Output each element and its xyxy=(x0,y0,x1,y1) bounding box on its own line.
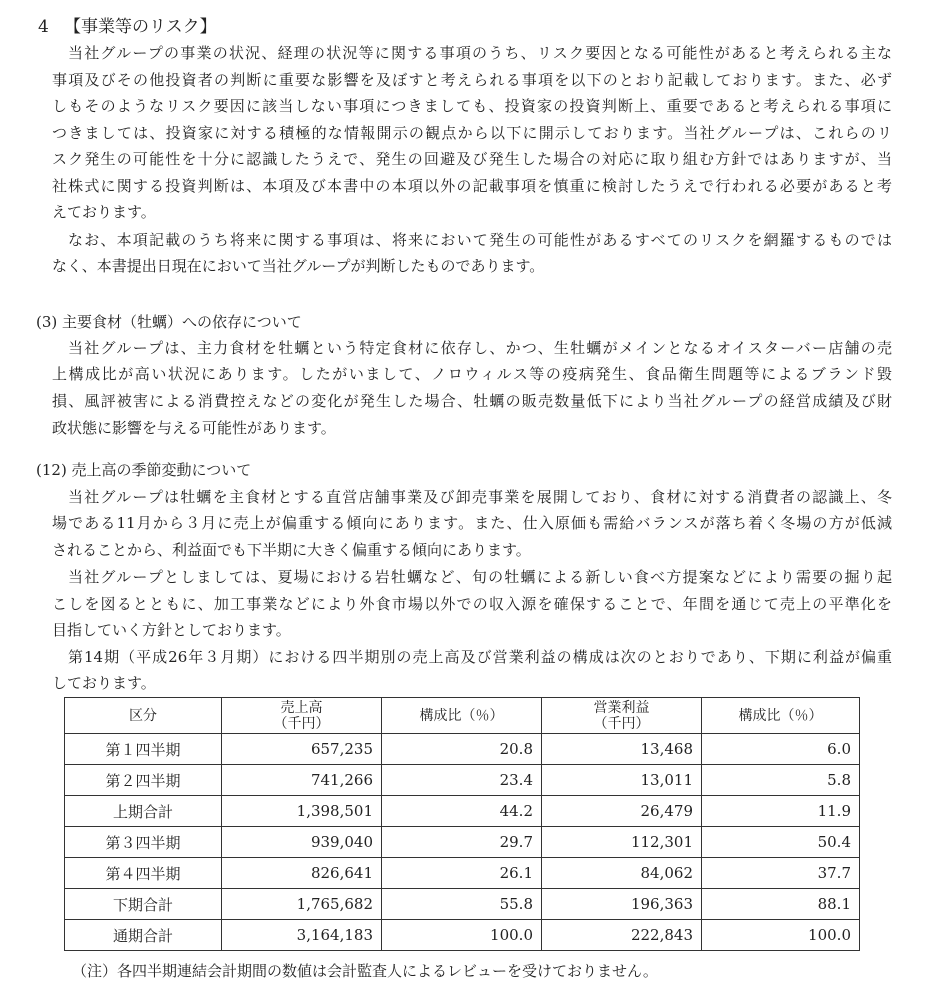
cell-operating-income: 112,301 xyxy=(542,827,702,858)
cell-sales-ratio: 29.7 xyxy=(382,827,542,858)
row-label: 第２四半期 xyxy=(65,765,222,796)
cell-operating-ratio: 37.7 xyxy=(702,858,860,889)
table-row xyxy=(65,765,860,796)
cell-operating-ratio: 100.0 xyxy=(702,920,860,951)
table-row xyxy=(65,889,860,920)
text-line: 当社グループは、主力食材を牡蠣という特定食材に依存し、かつ、生牡蠣がメインとなるオイスターバー店舗の売 xyxy=(68,339,892,357)
row-label: 第１四半期 xyxy=(65,734,222,765)
table-row xyxy=(65,796,860,827)
row-label: 通期合計 xyxy=(65,920,222,951)
cell-sales: 939,040 xyxy=(222,827,382,858)
cell-operating-ratio: 50.4 xyxy=(702,827,860,858)
cell-sales: 3,164,183 xyxy=(222,920,382,951)
text-line: えております。 xyxy=(52,203,156,221)
text-line: なお、本項記載のうち将来に関する事項は、将来において発生の可能性があるすべてのリスクを網羅するものでは xyxy=(68,231,892,249)
cell-operating-income: 196,363 xyxy=(542,889,702,920)
text-line: スク発生の可能性を十分に認識したうえで、発生の回避及び発生した場合の対応に取り組む方針ではありますが、当 xyxy=(52,150,892,168)
section-heading xyxy=(38,16,217,38)
column-header-category: 区分 xyxy=(65,698,222,734)
text-line: 社株式に関する投資判断は、本項及び本書中の本項以外の記載事項を慎重に検討したうえで行われる必要があると考 xyxy=(52,177,892,195)
text-line: 当社グループは牡蠣を主食材とする直営店舗事業及び卸売事業を展開しており、食材に対する消費者の認識上、冬 xyxy=(68,488,892,506)
text-line: しもそのようなリスク要因に該当しない事項につきましても、投資家の投資判断上、重要であると考えられる事項に xyxy=(52,97,892,115)
cell-operating-income: 26,479 xyxy=(542,796,702,827)
table-row xyxy=(65,827,860,858)
text-line: 損、風評被害による消費控えなどの変化が発生した場合、牡蠣の販売数量低下により当社グループの経営成績及び財 xyxy=(52,392,892,410)
text-line: 当社グループとしましては、夏場における岩牡蠣など、旬の牡蠣による新しい食べ方提案などにより需要の掘り起 xyxy=(68,568,892,586)
text-line: つきましては、投資家に対する積極的な情報開示の観点から以下に開示しております。当社グループは、これらのリ xyxy=(52,124,892,142)
section-number: 4 xyxy=(38,17,49,37)
cell-operating-income: 84,062 xyxy=(542,858,702,889)
table-row xyxy=(65,734,860,765)
text-line: 上構成比が高い状況にあります。したがいまして、ノロウィルス等の疫病発生、食品衛生問題等によるブランド毀 xyxy=(52,365,892,383)
text-line: 場である11月から３月に売上が偏重する傾向にあります。また、仕入原価も需給バランスが落ち着く冬場の方が低減 xyxy=(52,514,892,532)
cell-operating-ratio: 5.8 xyxy=(702,765,860,796)
cell-sales-ratio: 26.1 xyxy=(382,858,542,889)
cell-sales: 1,765,682 xyxy=(222,889,382,920)
risk-3-heading: (3) 主要食材（牡蠣）への依存について xyxy=(36,313,302,331)
cell-sales-ratio: 23.4 xyxy=(382,765,542,796)
table-row xyxy=(65,920,860,951)
text-line: しております。 xyxy=(52,674,156,692)
row-label: 上期合計 xyxy=(65,796,222,827)
cell-sales: 741,266 xyxy=(222,765,382,796)
table-footnote: （注）各四半期連結会計期間の数値は会計監査人によるレビューを受けておりません。 xyxy=(72,962,658,980)
cell-sales: 826,641 xyxy=(222,858,382,889)
text-line: されることから、利益面でも下半期に大きく偏重する傾向にあります。 xyxy=(52,541,531,559)
cell-sales: 657,235 xyxy=(222,734,382,765)
section-title: 【事業等のリスク】 xyxy=(64,17,217,37)
column-header-sales: 売上高 （千円） xyxy=(222,698,382,734)
cell-sales-ratio: 55.8 xyxy=(382,889,542,920)
cell-sales: 1,398,501 xyxy=(222,796,382,827)
cell-sales-ratio: 44.2 xyxy=(382,796,542,827)
row-label: 第４四半期 xyxy=(65,858,222,889)
column-header-operating-ratio: 構成比（％） xyxy=(702,698,860,734)
risk-12-heading: (12) 売上高の季節変動について xyxy=(36,461,252,479)
text-line: 政状態に影響を与える可能性があります。 xyxy=(52,419,336,437)
column-header-operating-income: 営業利益 （千円） xyxy=(542,698,702,734)
row-label: 下期合計 xyxy=(65,889,222,920)
cell-sales-ratio: 20.8 xyxy=(382,734,542,765)
column-header-sales-ratio: 構成比（％） xyxy=(382,698,542,734)
text-line: 目指していく方針としております。 xyxy=(52,621,291,639)
cell-operating-ratio: 11.9 xyxy=(702,796,860,827)
text-line: なく、本書提出日現在において当社グループが判断したものであります。 xyxy=(52,257,545,275)
table-header-row xyxy=(65,698,860,734)
cell-sales-ratio: 100.0 xyxy=(382,920,542,951)
cell-operating-ratio: 6.0 xyxy=(702,734,860,765)
cell-operating-income: 222,843 xyxy=(542,920,702,951)
table-row xyxy=(65,858,860,889)
cell-operating-income: 13,468 xyxy=(542,734,702,765)
text-line: 第14期（平成26年３月期）における四半期別の売上高及び営業利益の構成は次のとおりであり、下期に利益が偏重 xyxy=(68,648,892,666)
cell-operating-income: 13,011 xyxy=(542,765,702,796)
text-line: 事項及びその他投資者の判断に重要な影響を及ぼすと考えられる事項を以下のとおり記載しております。また、必ず xyxy=(52,71,892,89)
text-line: 当社グループの事業の状況、経理の状況等に関する事項のうち、リスク要因となる可能性があると考えられる主な xyxy=(68,44,892,62)
quarterly-results-table xyxy=(64,697,860,951)
row-label: 第３四半期 xyxy=(65,827,222,858)
cell-operating-ratio: 88.1 xyxy=(702,889,860,920)
text-line: こしを図るとともに、加工事業などにより外食市場以外での収入源を確保することで、年間を通じて売上の平準化を xyxy=(52,595,892,613)
